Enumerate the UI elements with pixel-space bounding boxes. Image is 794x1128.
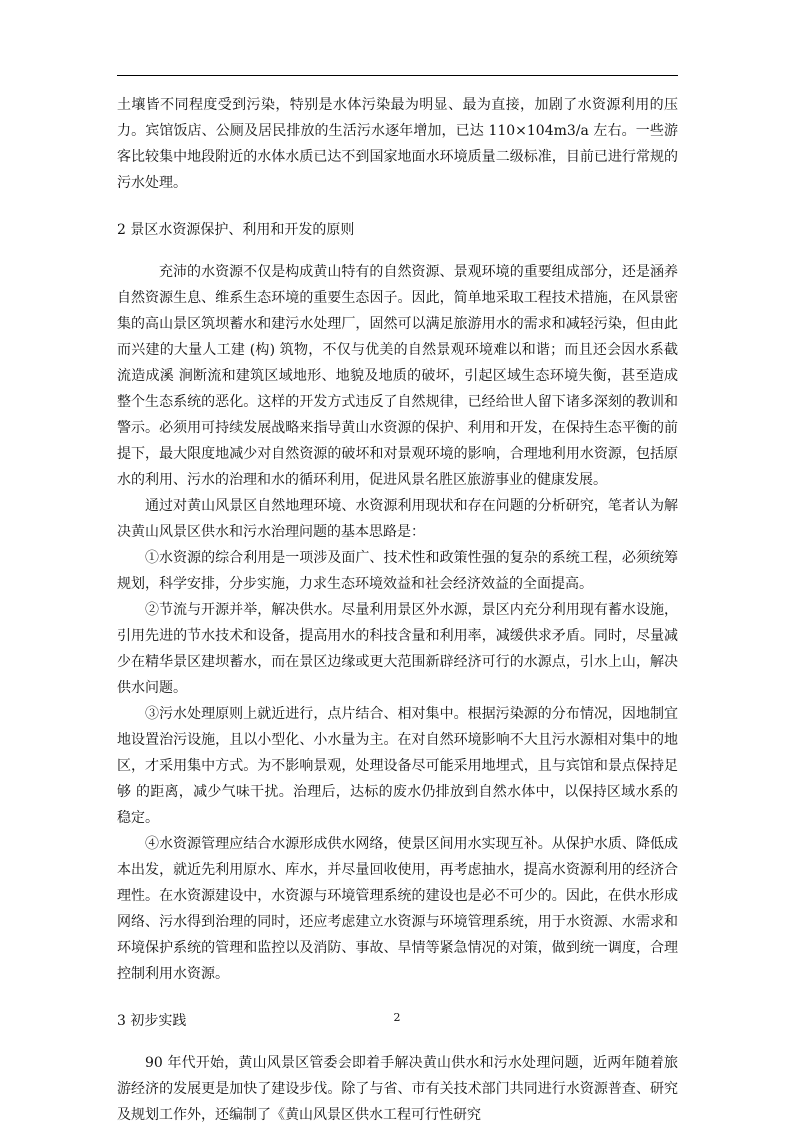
list-item-principle-2: ②节流与开源并举，解决供水。尽量利用景区外水源，景区内充分利用现有蓄水设施，引用先进的节水技术和设备，提高用水的科技含量和利用率，减缓供求矛盾。同时，尽量减少在精华景区建坝蓄水，而在景区边缘或更大范围新辟经济可行的水源点，引水上山，解决供水问题。: [117, 602, 678, 696]
spacer: [117, 243, 678, 259]
header-rule: [117, 75, 678, 76]
list-item-principle-3: ③污水处理原则上就近进行，点片结合、相对集中。根据污染源的分布情况，因地制宜地设置治污设施，且以小型化、小水量为主。在对自然环境影响不大且污水源相对集中的地区，才采用集中方式。为不影响景观，处理设备尽可能采用地埋式，且与宾馆和景点保持足够 的距离，减少气味干扰。治理后，达标的废水仍排放到自然水体中，以保持区域水系的稳定。: [117, 706, 678, 826]
spacer: [117, 196, 678, 217]
spacer: [117, 1034, 678, 1050]
section-heading-3: 3 初步实践: [117, 1013, 187, 1029]
section-heading-2: 2 景区水资源保护、利用和开发的原则: [117, 222, 355, 238]
paragraph-initial-practice: 90 年代开始，黄山风景区管委会即着手解决黄山供水和污水处理问题，近两年随着旅游经济的发展更是加快了建设步伐。除了与省、市有关技术部门共同进行水资源普查、研究及规划工作外，还编制了《黄山风景区供水工程可行性研究: [117, 1055, 678, 1123]
document-body: [117, 92, 678, 1128]
page-number: 2: [393, 1011, 401, 1024]
paragraph-continuation: 土壤皆不同程度受到污染，特别是水体污染最为明显、最为直接，加剧了水资源利用的压力。宾馆饭店、公厕及居民排放的生活污水逐年增加，已达 110×104m3/a 左右。一些游客比较集中地段附近的水体水质已达不到国家地面水环境质量二级标准，目前已进行常规的污水处理。: [117, 97, 678, 191]
paragraph-principles-intro: 充沛的水资源不仅是构成黄山特有的自然资源、景观环境的重要组成部分，还是涵养自然资源生息、维系生态环境的重要生态因子。因此，简单地采取工程技术措施，在风景密集的高山景区筑坝蓄水和建污水处理厂，固然可以满足旅游用水的需求和减轻污染，但由此而兴建的大量人工建 (构) 筑物，不仅与优美的自然景观环境难以和谐；而且还会因水系截流造成溪 涧断流和建筑区域地形、地貌及地质的破坏，引起区域生态环境失衡，甚至造成整个生态系统的恶化。这样的开发方式违反了自然规律，已经给世人留下诸多深刻的教训和警示。必须用可持续发展战略来指导黄山水资源的保护、利用和开发，在保持生态平衡的前提下，最大限度地减少对自然资源的破坏和对景观环境的影响，合理地利用水资源，包括原水的利用、污水的治理和水的循环利用，促进风景名胜区旅游事业的健康发展。: [117, 264, 678, 488]
spacer: [117, 987, 678, 1008]
paragraph-basic-approach: 通过对黄山风景区自然地理环境、水资源利用现状和存在问题的分析研究，笔者认为解决黄山风景区供水和污水治理问题的基本思路是：: [117, 498, 678, 540]
list-item-principle-1: ①水资源的综合利用是一项涉及面广、技术性和政策性强的复杂的系统工程，必须统筹规划，科学安排，分步实施，力求生态环境效益和社会经济效益的全面提高。: [117, 550, 678, 592]
list-item-principle-4: ④水资源管理应结合水源形成供水网络，使景区间用水实现互补。从保护水质、降低成本出发，就近先利用原水、库水，并尽量回收使用，再考虑抽水，提高水资源利用的经济合 理性。在水资源建设中，水资源与环境管理系统的建设也是必不可少的。因此，在供水形成网络、污水得到治理的同时，还应考虑建立水资源与环境管理系统，用于水资源、水需求和环境保护系统的管理和监控以及消防、事故、旱情等紧急情况的对策，做到统一调度，合理控制利用水资源。: [117, 836, 678, 982]
